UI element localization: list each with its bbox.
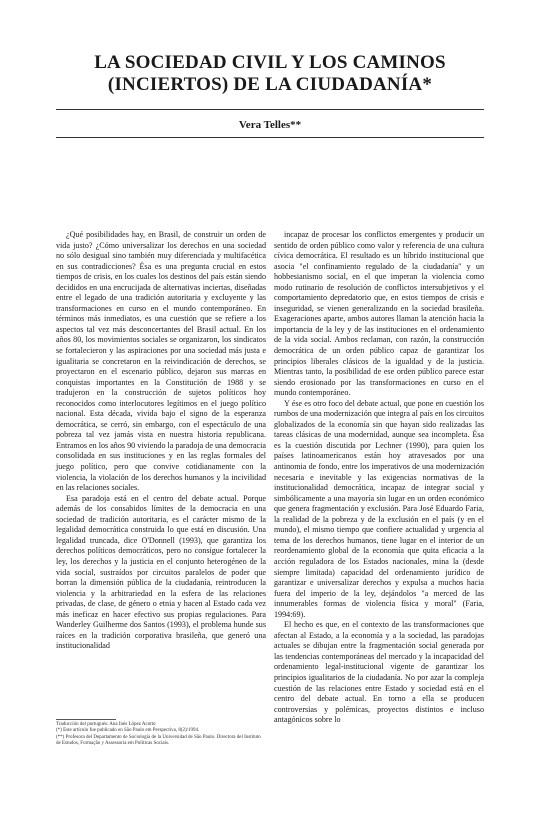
paragraph: incapaz de procesar los conflictos emergentes y producir un sentido de orden público como valor y referencia de una cultura cívica democrática. El resultado es un híbrido institucional que asocia "el confinamiento regulado de la ciudadanía" y un hobbesianismo social, en el que imperan la violencia como modo rutinario de resolución de conflictos intersubjetivos y el comportamiento depredatorio que, en estos tiempos de crisis e inseguridad, se vienen generalizando en la sociedad brasileña. Exageraciones aparte, ambos autores llaman la atención hacia la importancia de la ley y de las instituciones en el ordenamiento de la vida social. Ambos reclaman, con razón, la construcción democrática de un orden público capaz de garantizar los principios liberales clásicos de la igualdad y de la justicia. Mientras tanto, la posibilidad de ese orden público parece estar siendo erosionado por las transformaciones en curso en el mundo contemporáneo. xyxy=(274,230,484,398)
left-column xyxy=(56,230,266,652)
footnotes xyxy=(56,722,266,748)
paragraph: Y ése es otro foco del debate actual, que pone en cuestión los rumbos de una modernización que integra al país en los circuitos globalizados de la economía sin que hayan sido realizadas las tareas clásicas de una modernidad, aunque sea incompleta. Ésa es la cuestión discutida por Lechner (1990), para quien los países latinoamericanos están hoy atravesados por una antinomia de fondo, entre los imperativos de una modernización necesaria e inevitable y las exigencias normativas de la institucionalidad democrática, incapaz de integrar social y simbólicamente a una mayoría sin lugar en un orden económico que genera fragmentación y exclusión. Para José Eduardo Faria, la realidad de la pobreza y de la exclusión en el país (y en el mundo), el mismo tiempo que confiere actualidad y urgencia al tema de los derechos humanos, tiene lugar en el interior de un reordenamiento global de la economía que quita eficacia a la acción reguladora de los Estados nacionales, mina la (desde siempre limitada) capacidad del ordenamiento jurídico de garantizar e universalizar derechos y expulsa a muchos hacia fuera del imperio de la ley, dejándolos "a merced de las innumerables formas de violencia física y moral" (Faria, 1994:69). xyxy=(274,398,484,619)
paragraph: Esa paradoja está en el centro del debate actual. Porque además de los consabidos límites de la democracia en una sociedad de tradición autoritaria, es el carácter mismo de la legalidad democrática construida lo que está en discusión. Una legalidad truncada, dice O'Donnell (1993), que garantiza los derechos políticos democráticos, pero no consigue fortalecer la ley, los derechos y la justicia en el conjunto heterogéneo de la vida social, sustraídos por circuitos paralelos de poder que borran la dimensión pública de la ciudadanía, reintroducen la violencia y la arbitrariedad en la esfera de las relaciones privadas, de clase, de género o etnia y hacen al Estado cada vez más ineficaz en hacer efectivo sus propias regulaciones. Para Wanderley Guilherme dos Santos (1993), el problema hunde sus raíces en la tradición corporativa brasileña, que generó una institucionalidad xyxy=(56,493,266,651)
paragraph: El hecho es que, en el contexto de las transformaciones que afectan al Estado, a la economía y a la sociedad, las paradojas actuales se dibujan entre la fragmentación social generada por las tendencias contemporáneas del mercado y la incapacidad del ordenamiento legal-institucional vigente de garantizar los principios igualitarios de la ciudadanía. No por azar la compleja cuestión de las relaciones entre Estado y sociedad está en el centro del debate actual. En torno a ella se producen controversias y polémicas, proyectos distintos e incluso antagónicos sobre lo xyxy=(274,620,484,725)
footnote-rule xyxy=(56,719,116,720)
article-title xyxy=(40,52,500,96)
author-name: Vera Telles** xyxy=(238,119,302,131)
title-line-2: (INCIERTOS) DE LA CIUDADANÍA* xyxy=(107,74,433,95)
right-column xyxy=(274,230,484,726)
title-rule-top xyxy=(56,109,484,110)
footnote-2: (**) Profesora del Departamento de Sociología de la Universidad de São Paulo. Directora del Instituto de Estudos, Formação y Assessoria em Políticas Sociais. xyxy=(56,734,261,747)
footnote-1: (*) Este artículo fue publicado en São Paulo em Perspectiva, 8(2)/1994. xyxy=(56,728,200,734)
title-line-1: LA SOCIEDAD CIVIL Y LOS CAMINOS xyxy=(94,52,446,73)
footnote-translation: Traducción del portugués: Ana Inés López Acotto xyxy=(56,722,156,727)
title-rule-bottom xyxy=(56,137,484,138)
paragraph: ¿Qué posibilidades hay, en Brasil, de construir un orden de vida justo? ¿Cómo universalizar los derechos en una sociedad no sólo desigual sino también muy diferenciada y multifacética en sus contradicciones? Ésa es una pregunta crucial en estos tiempos de crisis, en los cuales los destinos del país están siendo decididos en una encrucijada de alternativas inciertas, diseñadas entre el legado de una tradición autoritaria y excluyente y las transformaciones en curso en el mundo contemporáneo. En términos más inmediatos, es una cuestión que se refiere a los aspectos tal vez más desconcertantes del Brasil actual. En los años 80, los movimientos sociales se organizaron, los sindicatos se fortalecieron y las aspiraciones por una sociedad más justa e igualitaria se concretaron en la reivindicación de derechos, se proyectaron en el escenario público, dejaron sus marcas en conquistas importantes en la Constitución de 1988 y se tradujeron en la construcción de sujetos políticos hoy reconocidos como interlocutores legítimos en el juego político nacional. Esta década, vivida bajo el signo de la esperanza democrática, se cerró, sin embargo, con el espectáculo de una pobreza tal vez jamás vista en nuestra historia republicana. Entramos en los años 90 viviendo la paradoja de una democracia consolidada en sus instituciones y en las reglas formales del juego político, pero que convive cotidianamente con la violencia, la violación de los derechos humanos y la incivilidad en las relaciones sociales. xyxy=(56,230,266,493)
